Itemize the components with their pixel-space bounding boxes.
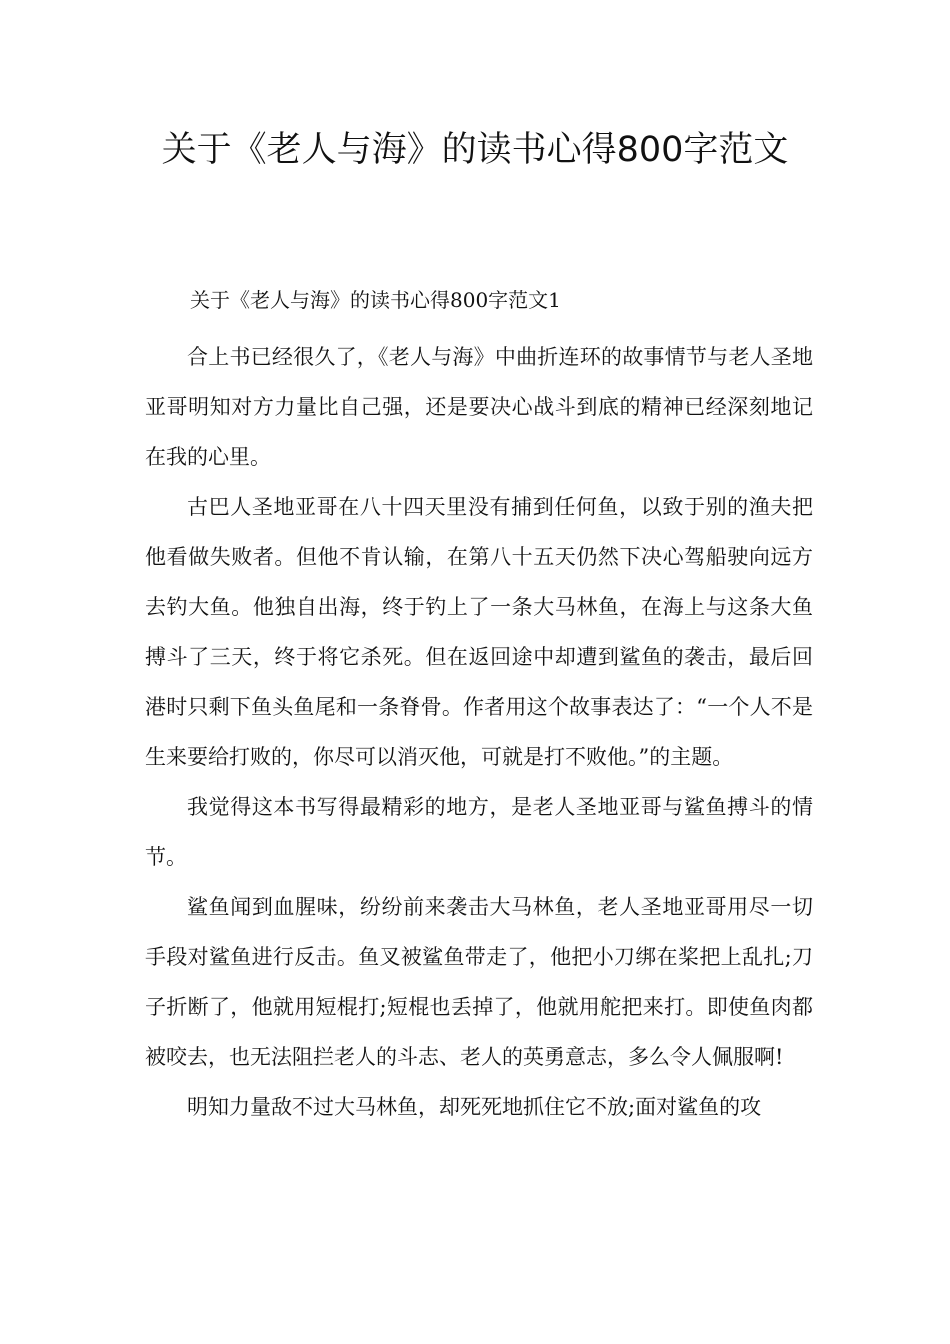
- section-subtitle: 关于《老人与海》的读书心得800字范文1: [190, 288, 561, 312]
- paragraph: 鲨鱼闻到血腥味，纷纷前来袭击大马林鱼，老人圣地亚哥用尽一切手段对鲨鱼进行反击。鱼叉被鲨鱼带走了，他把小刀绑在桨把上乱扎;刀子折断了，他就用短棍打;短棍也丢掉了，他就用舵把来打。即使鱼肉都被咬去，也无法阻拦老人的斗志、老人的英勇意志，多么令人佩服啊!: [145, 895, 813, 1069]
- paragraph: 古巴人圣地亚哥在八十四天里没有捕到任何鱼，以致于别的渔夫把他看做失败者。但他不肯认输，在第八十五天仍然下决心驾船驶向远方去钓大鱼。他独自出海，终于钓上了一条大马林鱼，在海上与这条大鱼搏斗了三天，终于将它杀死。但在返回途中却遭到鲨鱼的袭击，最后回港时只剩下鱼头鱼尾和一条脊骨。作者用这个故事表达了：“一个人不是生来要给打败的，你尽可以消灭他，可就是打不败他。”的主题。: [145, 495, 813, 769]
- paragraph: 明知力量敌不过大马林鱼，却死死地抓住它不放;面对鲨鱼的攻: [187, 1095, 762, 1119]
- paragraph: 合上书已经很久了，《老人与海》中曲折连环的故事情节与老人圣地亚哥明知对方力量比自己强，还是要决心战斗到底的精神已经深刻地记在我的心里。: [145, 345, 813, 469]
- document-title: 关于《老人与海》的读书心得800字范文: [161, 130, 789, 170]
- document-body: [145, 332, 813, 1132]
- paragraph: 我觉得这本书写得最精彩的地方，是老人圣地亚哥与鲨鱼搏斗的情节。: [145, 795, 813, 869]
